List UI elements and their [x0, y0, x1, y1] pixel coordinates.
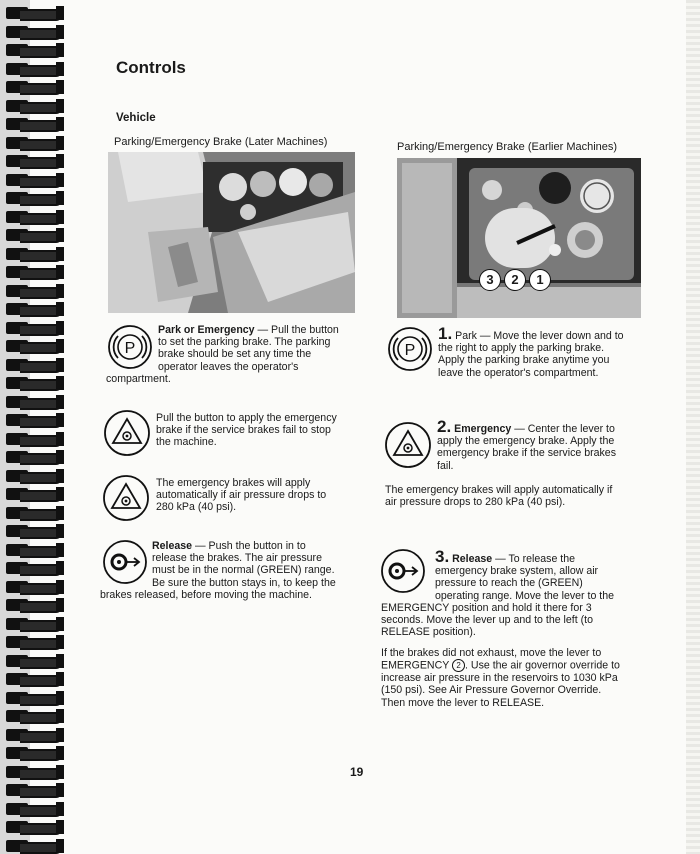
right-release-label: Release: [452, 553, 493, 565]
left-release-label: Release: [152, 540, 193, 552]
binding-ring: [6, 839, 64, 853]
warning-triangle-icon: [383, 420, 433, 475]
left-park-body: — Pull the button to set the parking brake. The parking brake should be set any time the operator leaves the operator's compartment.: [106, 324, 339, 385]
page-number: 19: [350, 765, 364, 779]
binding-ring: [6, 284, 64, 298]
binding-ring: [6, 450, 64, 464]
binding-ring: [6, 321, 64, 335]
right-exhaust-part-2: . Use the air governor override to increase air pressure in the reservoirs to 1030 kPa (150 psi). See Air Pressure Governor Override. Then move the lever to RELEASE.: [381, 659, 620, 709]
binding-ring: [6, 598, 64, 612]
binding-ring: [6, 136, 64, 150]
binding-ring: [6, 302, 64, 316]
binding-ring: [6, 561, 64, 575]
binding-ring: [6, 6, 64, 20]
callout-2: 2: [504, 269, 526, 291]
left-park-label: Park or Emergency: [158, 324, 255, 336]
binding-ring: [6, 339, 64, 353]
binding-ring: [6, 413, 64, 427]
right-emergency-text: [437, 417, 632, 472]
later-machines-photo: [108, 152, 355, 313]
photo-callouts: [479, 269, 559, 291]
binding-ring: [6, 746, 64, 760]
right-release-body: — To release the emergency brake system, allow air pressure to reach the (GREEN) operating range. Move the lever to the EMERGENCY position and hold it there for 3 seconds. Move the lever up and to the left (to RELEASE position).: [381, 553, 615, 639]
binding-ring: [6, 99, 64, 113]
binding-ring: [6, 487, 64, 501]
binding-ring: [6, 617, 64, 631]
binding-ring: [6, 469, 64, 483]
earlier-machines-photo: [397, 158, 641, 318]
binding-ring: [6, 635, 64, 649]
binding-ring: [6, 691, 64, 705]
svg-text:P: P: [124, 340, 136, 357]
binding-ring: [6, 783, 64, 797]
binding-ring: [6, 154, 64, 168]
right-auto-apply-text: The emergency brakes will apply automatically if air pressure drops to 280 kPa (40 psi).: [385, 484, 613, 509]
binding-ring: [6, 117, 64, 131]
warning-triangle-icon: [102, 408, 152, 463]
callout-1: 1: [529, 269, 551, 291]
svg-text:P: P: [404, 342, 416, 359]
spiral-binding: [0, 0, 70, 854]
left-park-text: [106, 324, 346, 385]
right-release-number: 3.: [435, 547, 450, 566]
right-exhaust-part-1: If the brakes did not exhaust, move the lever to EMERGENCY: [381, 647, 602, 672]
callout-2-inline: 2: [452, 659, 465, 672]
binding-ring: [6, 506, 64, 520]
page-edge: [686, 0, 700, 854]
callout-3: 3: [479, 269, 501, 291]
right-emergency-body: — Center the lever to apply the emergency brake. Apply the emergency brake if the service brakes fail.: [437, 423, 616, 472]
binding-ring: [6, 802, 64, 816]
binding-ring: [6, 728, 64, 742]
page-title: Controls: [116, 58, 186, 77]
binding-ring: [6, 543, 64, 557]
binding-ring: [6, 43, 64, 57]
binding-ring: [6, 765, 64, 779]
binding-ring: [6, 191, 64, 205]
binding-ring: [6, 672, 64, 686]
binding-ring: [6, 265, 64, 279]
right-park-label: Park: [455, 330, 477, 342]
binding-ring: [6, 376, 64, 390]
right-release-text: [381, 547, 626, 639]
binding-ring: [6, 247, 64, 261]
left-release-body: — Push the button in to release the brakes. The air pressure must be in the normal (GREEN) range. Be sure the button stays in, to keep the brakes released, before moving the machine.: [100, 540, 336, 601]
left-warning-text-2: The emergency brakes will apply automatically if air pressure drops to 280 kPa (40 psi).: [156, 477, 327, 514]
right-emergency-label: Emergency: [454, 423, 512, 435]
right-park-body: — Move the lever down and to the right to apply the parking brake. Apply the parking brake anytime you leave the operator's compartment.: [438, 330, 624, 379]
binding-ring: [6, 709, 64, 723]
binding-ring: [6, 395, 64, 409]
binding-ring: [6, 210, 64, 224]
binding-ring: [6, 580, 64, 594]
binding-ring: [6, 432, 64, 446]
binding-ring: [6, 80, 64, 94]
left-warning-text-1: Pull the button to apply the emergency brake if the service brakes fail to stop the machine.: [156, 412, 337, 449]
binding-ring: [6, 524, 64, 538]
binding-ring: [6, 820, 64, 834]
right-emergency-number: 2.: [437, 417, 452, 436]
binding-ring: [6, 173, 64, 187]
section-heading: Vehicle: [116, 112, 156, 124]
binding-ring: [6, 25, 64, 39]
binding-ring: [6, 358, 64, 372]
right-park-number: 1.: [438, 324, 453, 343]
left-release-text: [100, 540, 340, 601]
binding-ring: [6, 654, 64, 668]
left-photo-caption: Parking/Emergency Brake (Later Machines): [114, 136, 328, 148]
right-exhaust-text: [381, 647, 621, 709]
warning-triangle-icon: [101, 473, 151, 528]
binding-ring: [6, 228, 64, 242]
right-photo-caption: Parking/Emergency Brake (Earlier Machines): [397, 141, 618, 153]
right-park-text: [386, 324, 626, 379]
binding-ring: [6, 62, 64, 76]
